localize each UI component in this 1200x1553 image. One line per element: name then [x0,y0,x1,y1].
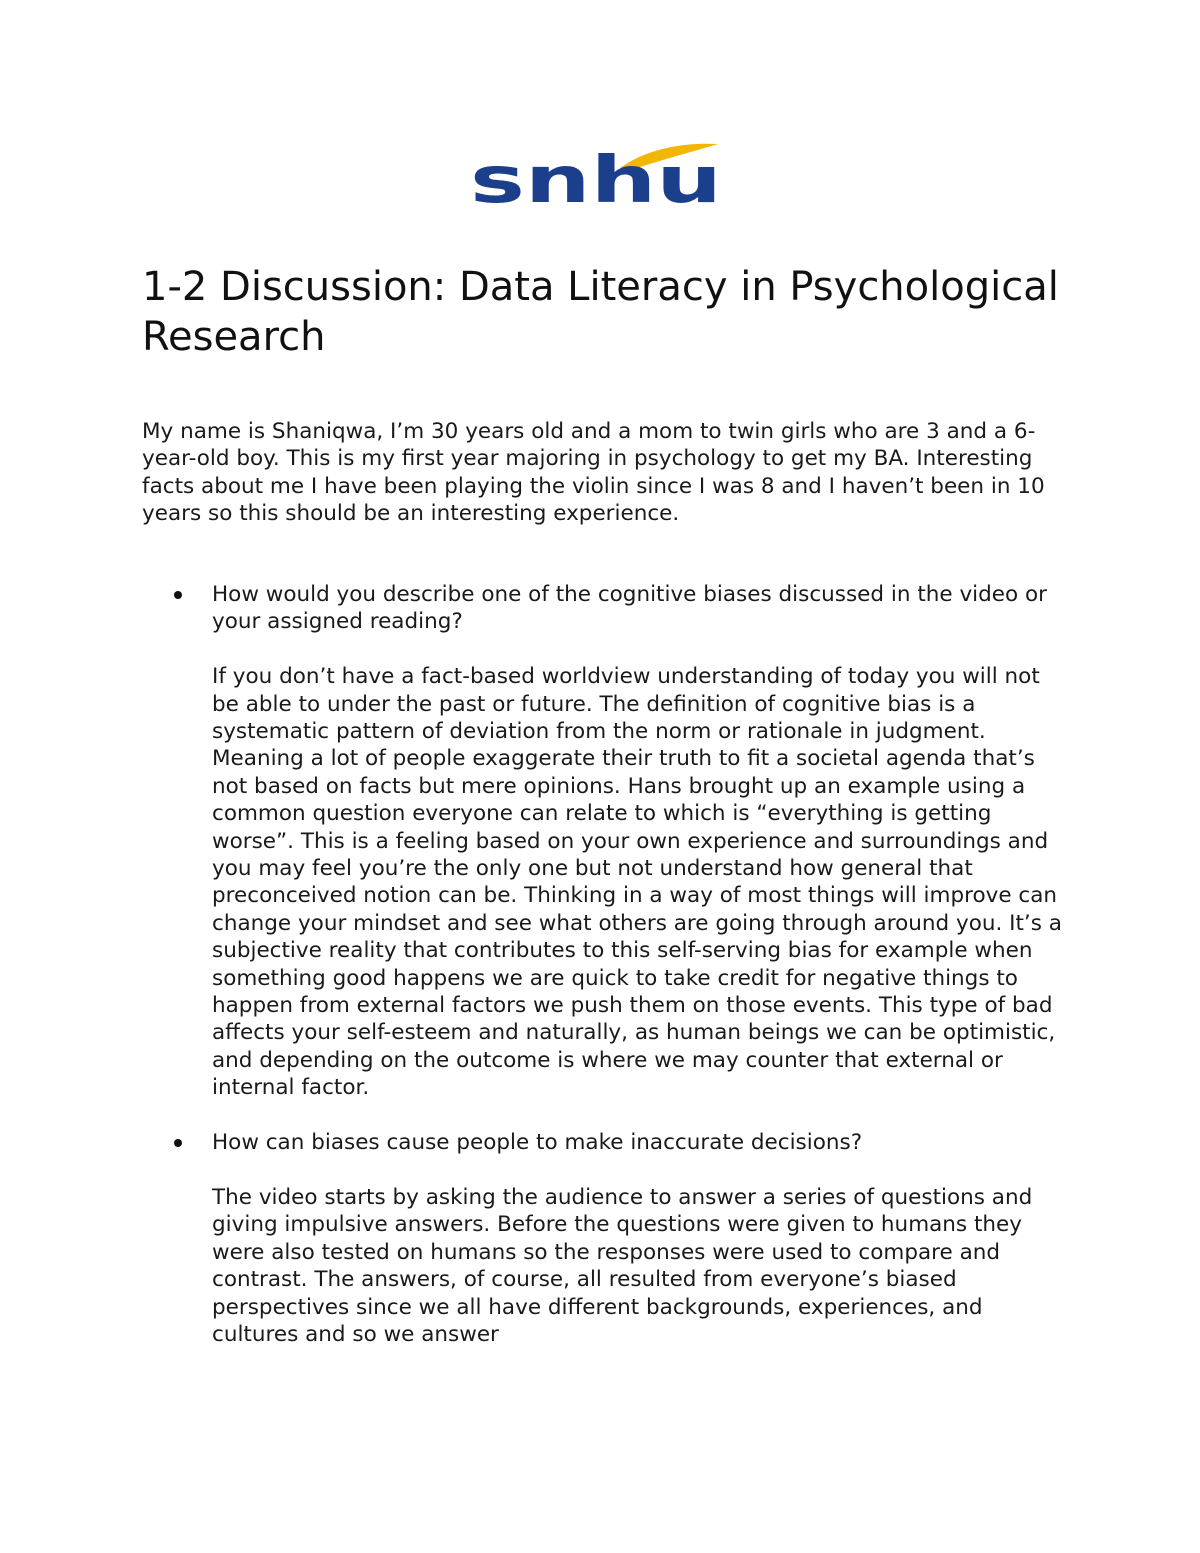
intro-paragraph: My name is Shaniqwa, I’m 30 years old and a mom to twin girls who are 3 and a 6-year-old boy. This is my first year majoring in psychology to get my BA. Interesting facts about me I have been playing the violin since I was 8 and I haven’t been in 10 years so this should be an interesting experience. [142,419,1045,527]
snhu-logo-icon [470,138,726,208]
question-text: How would you describe one of the cognitive biases discussed in the video or your assigned reading? [212,582,1047,635]
page-title: 1-2 Discussion: Data Literacy in Psychological Research [142,264,1059,360]
list-item [142,1129,1072,1348]
logo-wordmark: snhu [470,144,722,208]
question-text: How can biases cause people to make inaccurate decisions? [212,1130,863,1156]
answer-text: If you don’t have a fact-based worldview understanding of today you will not be able to under the past or future. The definition of cognitive bias is a systematic pattern of deviation from the norm or rationale in judgment. Meaning a lot of people exaggerate their truth to fit a societal agenda that’s not based on facts but mere opinions. Hans brought up an example using a common question everyone can relate to which is “everything is getting worse”. This is a feeling based on your own experience and surroundings and you may feel you’re the only one but not understand how general that preconceived notion can be. Thinking in a way of most things will improve can change your mindset and see what others are going through around you. It’s a subjective reality that contributes to this self-serving bias for example when something good happens we are quick to take credit for negative things to happen from external factors we push them on those events. This type of bad affects your self-esteem and naturally, as human beings we can be optimistic, and depending on the outcome is where we may counter that external or internal factor. [212,664,1062,1101]
bullet-icon [174,1139,182,1147]
discussion-list [142,581,1072,1348]
answer-text: The video starts by asking the audience to answer a series of questions and giving impulsive answers. Before the questions were given to humans they were also tested on humans so the responses were used to compare and contrast. The answers, of course, all resulted from everyone’s biased perspectives since we all have different backgrounds, experiences, and cultures and so we answer [212,1184,1033,1347]
bullet-icon [174,591,182,599]
list-item [142,581,1072,1102]
snhu-logo [470,138,726,208]
